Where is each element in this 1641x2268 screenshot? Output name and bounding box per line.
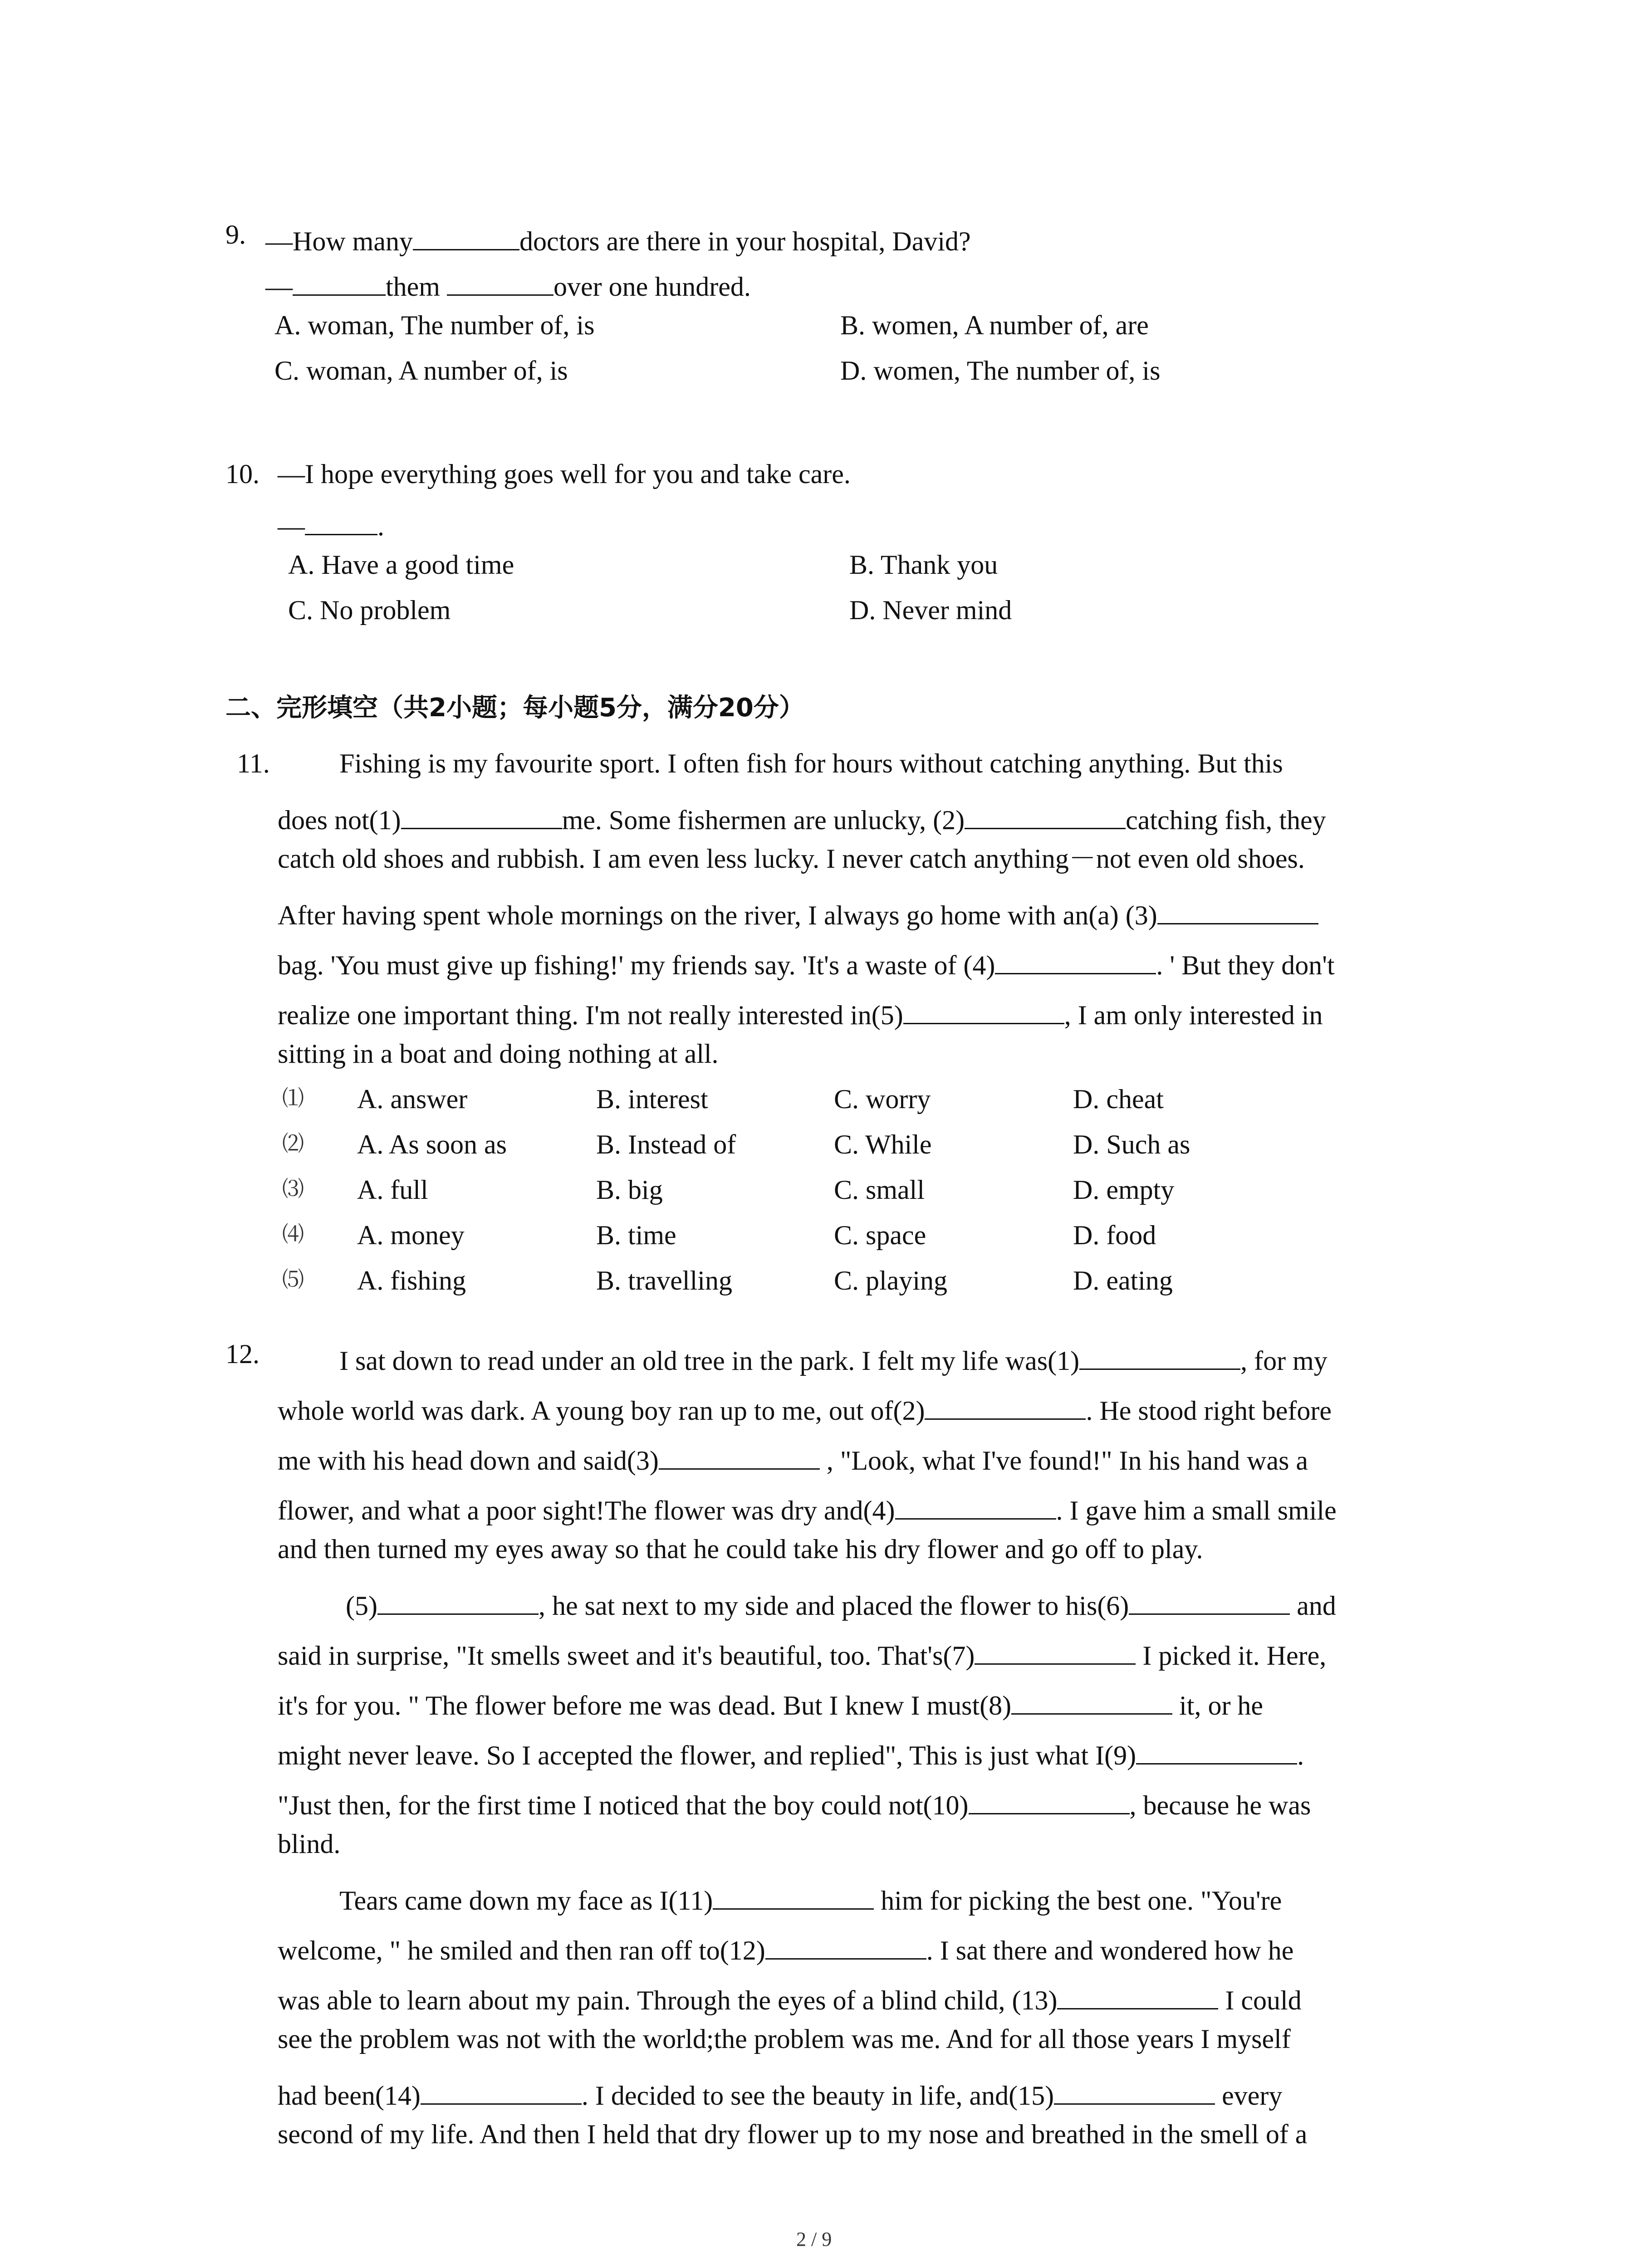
q12-line-3-text-a: me with his head down and said(3) — [278, 1446, 659, 1476]
q11-line-6-text-b: , I am only interested in — [1064, 1000, 1323, 1030]
q9-line1-text-a: —How many — [265, 226, 413, 256]
q11-line-3: catch old shoes and rubbish. I am even less lucky. I never catch anything－not even old shoes. — [278, 844, 1305, 874]
q11-line-1: Fishing is my favourite sport. I often fish for hours without catching anything. But this — [339, 748, 1283, 778]
q11-blank-1[interactable] — [401, 800, 562, 829]
q11-opt3-num: ⑶ — [282, 1177, 304, 1201]
q12-blank-7[interactable] — [975, 1635, 1136, 1665]
q10-line1: —I hope everything goes well for you and take care. — [278, 459, 851, 489]
q12-line-7-text-b: I picked it. Here, — [1142, 1641, 1327, 1671]
q9-blank-1[interactable] — [413, 221, 519, 250]
q11-opt4-b[interactable]: B. time — [596, 1220, 676, 1250]
q12-line-14 — [278, 1980, 1302, 2014]
q12-line-11: blind. — [278, 1829, 341, 1859]
q11-line-7: sitting in a boat and doing nothing at all. — [278, 1039, 719, 1069]
q12-line-8-text-b: it, or he — [1179, 1691, 1264, 1721]
q10-option-a[interactable]: A. Have a good time — [288, 550, 514, 580]
q10-option-b[interactable]: B. Thank you — [849, 550, 998, 580]
q9-blank-2[interactable] — [293, 266, 386, 296]
q11-opt1-num: ⑴ — [282, 1086, 304, 1110]
q10-option-c[interactable]: C. No problem — [288, 595, 451, 625]
q11-opt5-num: ⑸ — [282, 1268, 304, 1292]
q12-line-10-text-b: , because he was — [1129, 1790, 1311, 1820]
q9-option-d[interactable]: D. women, The number of, is — [840, 356, 1161, 386]
q12-line-16-text-c: every — [1222, 2081, 1283, 2111]
q11-opt2-num: ⑵ — [282, 1132, 304, 1156]
q12-line-13-text-b: . I sat there and wondered how he — [926, 1936, 1294, 1965]
q12-blank-2[interactable] — [925, 1390, 1086, 1420]
q11-line-5 — [278, 945, 1335, 979]
q12-blank-14[interactable] — [421, 2075, 582, 2105]
q12-blank-12[interactable] — [765, 1930, 926, 1960]
q11-opt5-a[interactable]: A. fishing — [357, 1266, 466, 1295]
q11-opt5-b[interactable]: B. travelling — [596, 1266, 732, 1295]
q11-opt1-b[interactable]: B. interest — [596, 1084, 708, 1114]
q11-opt1-d[interactable]: D. cheat — [1073, 1084, 1164, 1114]
q11-opt4-c[interactable]: C. space — [834, 1220, 926, 1250]
q12-blank-4[interactable] — [895, 1490, 1056, 1520]
q11-blank-5[interactable] — [903, 995, 1064, 1024]
q12-line-10 — [278, 1785, 1311, 1819]
q12-blank-9[interactable] — [1136, 1735, 1297, 1765]
q11-blank-4[interactable] — [995, 945, 1156, 974]
q12-line-2-text-b: . He stood right before — [1086, 1396, 1332, 1426]
q12-line-3-text-b: , "Look, what I've found!" In his hand was a — [826, 1446, 1308, 1476]
q12-line-15: see the problem was not with the world;the problem was me. And for all those years I myself — [278, 2024, 1291, 2054]
q10-number: 10. — [225, 459, 260, 489]
q11-line-5-text-a: bag. 'You must give up fishing!' my friends say. 'It's a waste of (4) — [278, 950, 995, 980]
q11-line-2-text-b: me. Some fishermen are unlucky, (2) — [562, 805, 965, 835]
q12-line-5: and then turned my eyes away so that he could take his dry flower and go off to play. — [278, 1534, 1203, 1564]
q11-opt5-d[interactable]: D. eating — [1073, 1266, 1173, 1295]
q11-opt2-d[interactable]: D. Such as — [1073, 1129, 1190, 1159]
q11-opt2-a[interactable]: A. As soon as — [357, 1129, 507, 1159]
q9-option-a[interactable]: A. woman, The number of, is — [274, 310, 595, 340]
q12-line-1 — [339, 1340, 1327, 1374]
q12-line-12 — [339, 1880, 1282, 1914]
q9-line2-text-b: them — [386, 272, 440, 302]
q11-opt3-b[interactable]: B. big — [596, 1175, 663, 1205]
q10-option-d[interactable]: D. Never mind — [849, 595, 1012, 625]
q10-line2-text-b: . — [377, 511, 384, 541]
q12-line-4-text-a: flower, and what a poor sight!The flower was dry and(4) — [278, 1496, 895, 1525]
q12-line-6-text-a: (5) — [346, 1591, 377, 1621]
q12-blank-1[interactable] — [1079, 1340, 1240, 1370]
q9-number: 9. — [225, 220, 246, 249]
q12-line-8 — [278, 1685, 1263, 1719]
q11-line-4 — [278, 895, 1318, 929]
q12-line-17: second of my life. And then I held that dry flower up to my nose and breathed in the smell of a — [278, 2119, 1308, 2149]
q9-line2-text-c: over one hundred. — [553, 272, 751, 302]
q12-blank-6[interactable] — [1129, 1585, 1290, 1615]
q12-line-16-text-b: . I decided to see the beauty in life, and(15) — [581, 2081, 1054, 2111]
q12-line-1-text-b: , for my — [1240, 1346, 1327, 1376]
q11-blank-3[interactable] — [1157, 895, 1318, 924]
q11-line-6 — [278, 995, 1323, 1029]
q12-line-12-text-b: him for picking the best one. "You're — [881, 1886, 1282, 1916]
q11-opt4-d[interactable]: D. food — [1073, 1220, 1156, 1250]
q11-opt3-a[interactable]: A. full — [357, 1175, 428, 1205]
q11-line-6-text-a: realize one important thing. I'm not really interested in(5) — [278, 1000, 903, 1030]
q12-line-9 — [278, 1735, 1304, 1769]
q12-line-3 — [278, 1440, 1308, 1474]
q11-opt4-a[interactable]: A. money — [357, 1220, 465, 1250]
q11-opt2-b[interactable]: B. Instead of — [596, 1129, 736, 1159]
q11-opt1-c[interactable]: C. worry — [834, 1084, 931, 1114]
q11-opt3-d[interactable]: D. empty — [1073, 1175, 1175, 1205]
q9-blank-3[interactable] — [447, 266, 554, 296]
q12-line-6-text-c: and — [1297, 1591, 1336, 1621]
q12-blank-8[interactable] — [1011, 1685, 1172, 1715]
section-heading: 二、完形填空（共2小题；每小题5分，满分20分） — [225, 693, 804, 723]
q11-opt3-c[interactable]: C. small — [834, 1175, 925, 1205]
q11-line-5-text-b: . ' But they don't — [1156, 950, 1335, 980]
q9-line1 — [265, 221, 971, 255]
q10-line2 — [278, 506, 384, 540]
q9-line2-text-a: — — [265, 272, 293, 302]
q12-line-6-text-b: , he sat next to my side and placed the flower to his(6) — [538, 1591, 1129, 1621]
q12-blank-5[interactable] — [377, 1585, 539, 1615]
q12-line-2-text-a: whole world was dark. A young boy ran up to me, out of(2) — [278, 1396, 925, 1426]
q9-line1-text-b: doctors are there in your hospital, David? — [519, 226, 971, 256]
q12-line-14-text-b: I could — [1225, 1985, 1302, 2015]
q11-opt2-c[interactable]: C. While — [834, 1129, 932, 1159]
q12-line-9-text-b: . — [1297, 1740, 1304, 1770]
q9-line2 — [265, 266, 751, 300]
q12-line-12-text-a: Tears came down my face as I(11) — [339, 1886, 713, 1916]
q12-blank-11[interactable] — [713, 1880, 874, 1910]
q9-option-b[interactable]: B. women, A number of, are — [840, 310, 1149, 340]
q12-line-16-text-a: had been(14) — [278, 2081, 421, 2111]
q11-line-4-text: After having spent whole mornings on the river, I always go home with an(a) (3) — [278, 900, 1157, 930]
q12-line-7-text-a: said in surprise, "It smells sweet and it's beautiful, too. That's(7) — [278, 1641, 975, 1671]
q10-line2-text-a: — — [278, 511, 305, 541]
q9-option-c[interactable]: C. woman, A number of, is — [274, 356, 568, 386]
q12-line-6 — [346, 1585, 1336, 1619]
q12-line-1-text-a: I sat down to read under an old tree in the park. I felt my life was(1) — [339, 1346, 1080, 1376]
q12-line-4-text-b: . I gave him a small smile — [1056, 1496, 1337, 1525]
page-number: 2 / 9 — [796, 2228, 832, 2250]
q12-line-2 — [278, 1390, 1332, 1424]
q11-blank-2[interactable] — [965, 800, 1126, 829]
q12-line-10-text-a: "Just then, for the first time I noticed that the boy could not(10) — [278, 1790, 969, 1820]
q12-line-7 — [278, 1635, 1326, 1669]
q12-blank-13[interactable] — [1057, 1980, 1218, 2009]
q11-opt5-c[interactable]: C. playing — [834, 1266, 947, 1295]
q12-blank-10[interactable] — [969, 1785, 1130, 1814]
q12-line-4 — [278, 1490, 1337, 1524]
q11-number: 11. — [237, 748, 270, 778]
q12-number: 12. — [225, 1339, 260, 1369]
q11-line-2 — [278, 800, 1326, 834]
q12-line-9-text-a: might never leave. So I accepted the flower, and replied", This is just what I(9) — [278, 1740, 1136, 1770]
q12-blank-15[interactable] — [1054, 2075, 1215, 2105]
q12-blank-3[interactable] — [659, 1440, 820, 1470]
q11-opt1-a[interactable]: A. answer — [357, 1084, 468, 1114]
q12-line-8-text-a: it's for you. " The flower before me was dead. But I knew I must(8) — [278, 1691, 1012, 1721]
q12-line-16 — [278, 2075, 1282, 2109]
q11-line-2-text-a: does not(1) — [278, 805, 401, 835]
q11-line-2-text-c: catching fish, they — [1126, 805, 1326, 835]
q10-blank[interactable] — [305, 506, 377, 535]
q12-line-14-text-a: was able to learn about my pain. Through the eyes of a blind child, (13) — [278, 1985, 1058, 2015]
q12-line-13 — [278, 1930, 1293, 1964]
q12-line-13-text-a: welcome, " he smiled and then ran off to(12) — [278, 1936, 765, 1965]
q11-opt4-num: ⑷ — [282, 1222, 304, 1246]
